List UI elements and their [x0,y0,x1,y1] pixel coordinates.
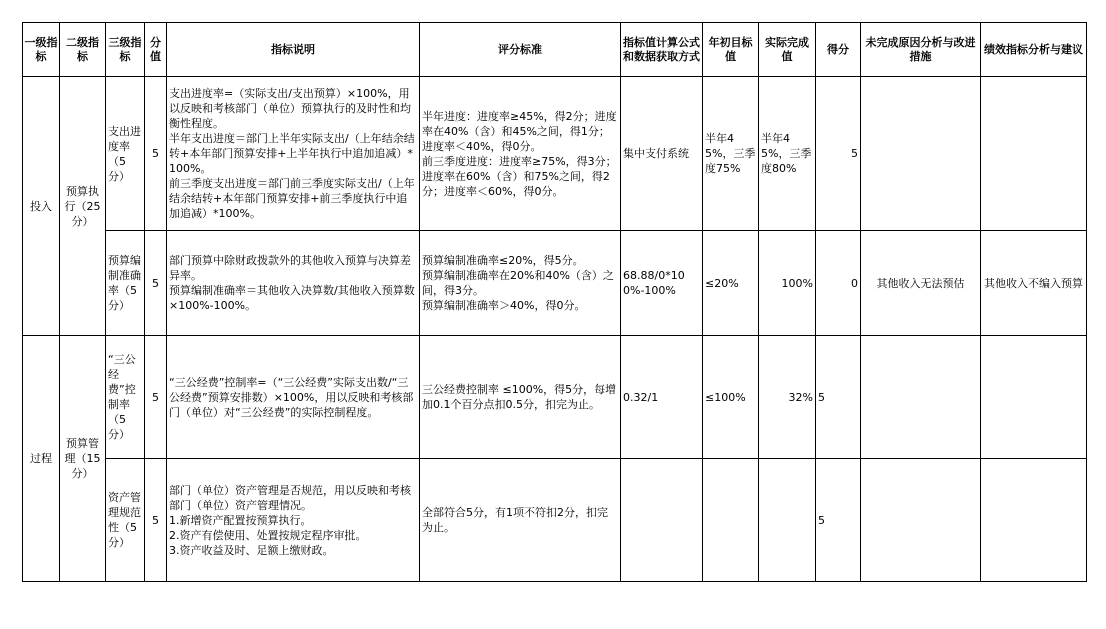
criteria-cell: 三公经费控制率 ≤100%，得5分，每增加0.1个百分点扣0.5分，扣完为止。 [420,336,621,459]
table-row [23,77,1087,231]
score-cell: 5 [816,77,861,231]
level3-cell: 资产管理规范性（5分） [106,459,145,582]
suggestion-cell [981,336,1087,459]
level3-cell: 预算编制准确率（5分） [106,231,145,336]
header-level1: 一级指标 [23,23,60,77]
target-cell: 半年45%，三季度75% [703,77,759,231]
formula-cell [621,459,703,582]
table-row [23,336,1087,459]
description-cell: “三公经费”控制率=（“三公经费”实际支出数/“三公经费”预算安排数）×100%，用以反映和考核部门（单位）对“三公经费”的实际控制程度。 [167,336,420,459]
level1-cell: 投入 [23,77,60,336]
suggestion-cell [981,459,1087,582]
header-score: 得分 [816,23,861,77]
header-description: 指标说明 [167,23,420,77]
formula-cell: 集中支付系统 [621,77,703,231]
level2-cell: 预算管理（15分） [60,336,106,582]
header-level3: 三级指标 [106,23,145,77]
suggestion-cell: 其他收入不编入预算 [981,231,1087,336]
analysis-cell [861,336,981,459]
target-cell: ≤100% [703,336,759,459]
target-cell [703,459,759,582]
description-cell: 部门（单位）资产管理是否规范，用以反映和考核部门（单位）资产管理情况。 1.新增资产配置按预算执行。 2.资产有偿使用、处置按规定程序审批。 3.资产收益及时、足额上缴财政。 [167,459,420,582]
formula-cell: 68.88/0*100%-100% [621,231,703,336]
level2-cell: 预算执行（25分） [60,77,106,336]
analysis-cell [861,459,981,582]
score-cell: 0 [816,231,861,336]
header-actual: 实际完成值 [759,23,816,77]
header-criteria: 评分标准 [420,23,621,77]
header-row [23,23,1087,77]
table-row [23,459,1087,582]
score-value-cell: 5 [145,77,167,231]
score-value-cell: 5 [145,336,167,459]
actual-cell: 半年45%，三季度80% [759,77,816,231]
description-cell: 部门预算中除财政拨款外的其他收入预算与决算差异率。 预算编制准确率＝其他收入决算数/其他收入预算数×100%-100%。 [167,231,420,336]
criteria-cell: 预算编制准确率≤20%，得5分。 预算编制准确率在20%和40%（含）之间，得3分。 预算编制准确率＞40%，得0分。 [420,231,621,336]
target-cell: ≤20% [703,231,759,336]
header-analysis: 未完成原因分析与改进措施 [861,23,981,77]
actual-cell: 100% [759,231,816,336]
formula-cell: 0.32/1 [621,336,703,459]
analysis-cell: 其他收入无法预估 [861,231,981,336]
header-suggestion: 绩效指标分析与建议 [981,23,1087,77]
score-value-cell: 5 [145,459,167,582]
header-score-value: 分值 [145,23,167,77]
actual-cell: 32% [759,336,816,459]
description-cell: 支出进度率=（实际支出/支出预算）×100%，用以反映和考核部门（单位）预算执行的及时性和均衡性程度。 半年支出进度＝部门上半年实际支出/（上年结余结转+本年部门预算安排+上半年执行中追加追减）*100%。 前三季度支出进度＝部门前三季度实际支出/（上年结余结转+本年部门预算安排+前三季度执行中追加追减）*100%。 [167,77,420,231]
table-row [23,231,1087,336]
score-cell: 5 [816,336,861,459]
header-target: 年初目标值 [703,23,759,77]
score-cell: 5 [816,459,861,582]
level1-cell: 过程 [23,336,60,582]
header-level2: 二级指标 [60,23,106,77]
analysis-cell [861,77,981,231]
criteria-cell: 全部符合5分，有1项不符扣2分，扣完为止。 [420,459,621,582]
level3-cell: “三公经费”控制率（5分） [106,336,145,459]
performance-table [22,22,1087,582]
level3-cell: 支出进度率（5分） [106,77,145,231]
score-value-cell: 5 [145,231,167,336]
criteria-cell: 半年进度：进度率≥45%，得2分；进度率在40%（含）和45%之间，得1分；进度率＜40%，得0分。 前三季度进度：进度率≥75%，得3分；进度率在60%（含）和75%之间，得2分；进度率＜60%，得0分。 [420,77,621,231]
actual-cell [759,459,816,582]
suggestion-cell [981,77,1087,231]
header-formula: 指标值计算公式和数据获取方式 [621,23,703,77]
